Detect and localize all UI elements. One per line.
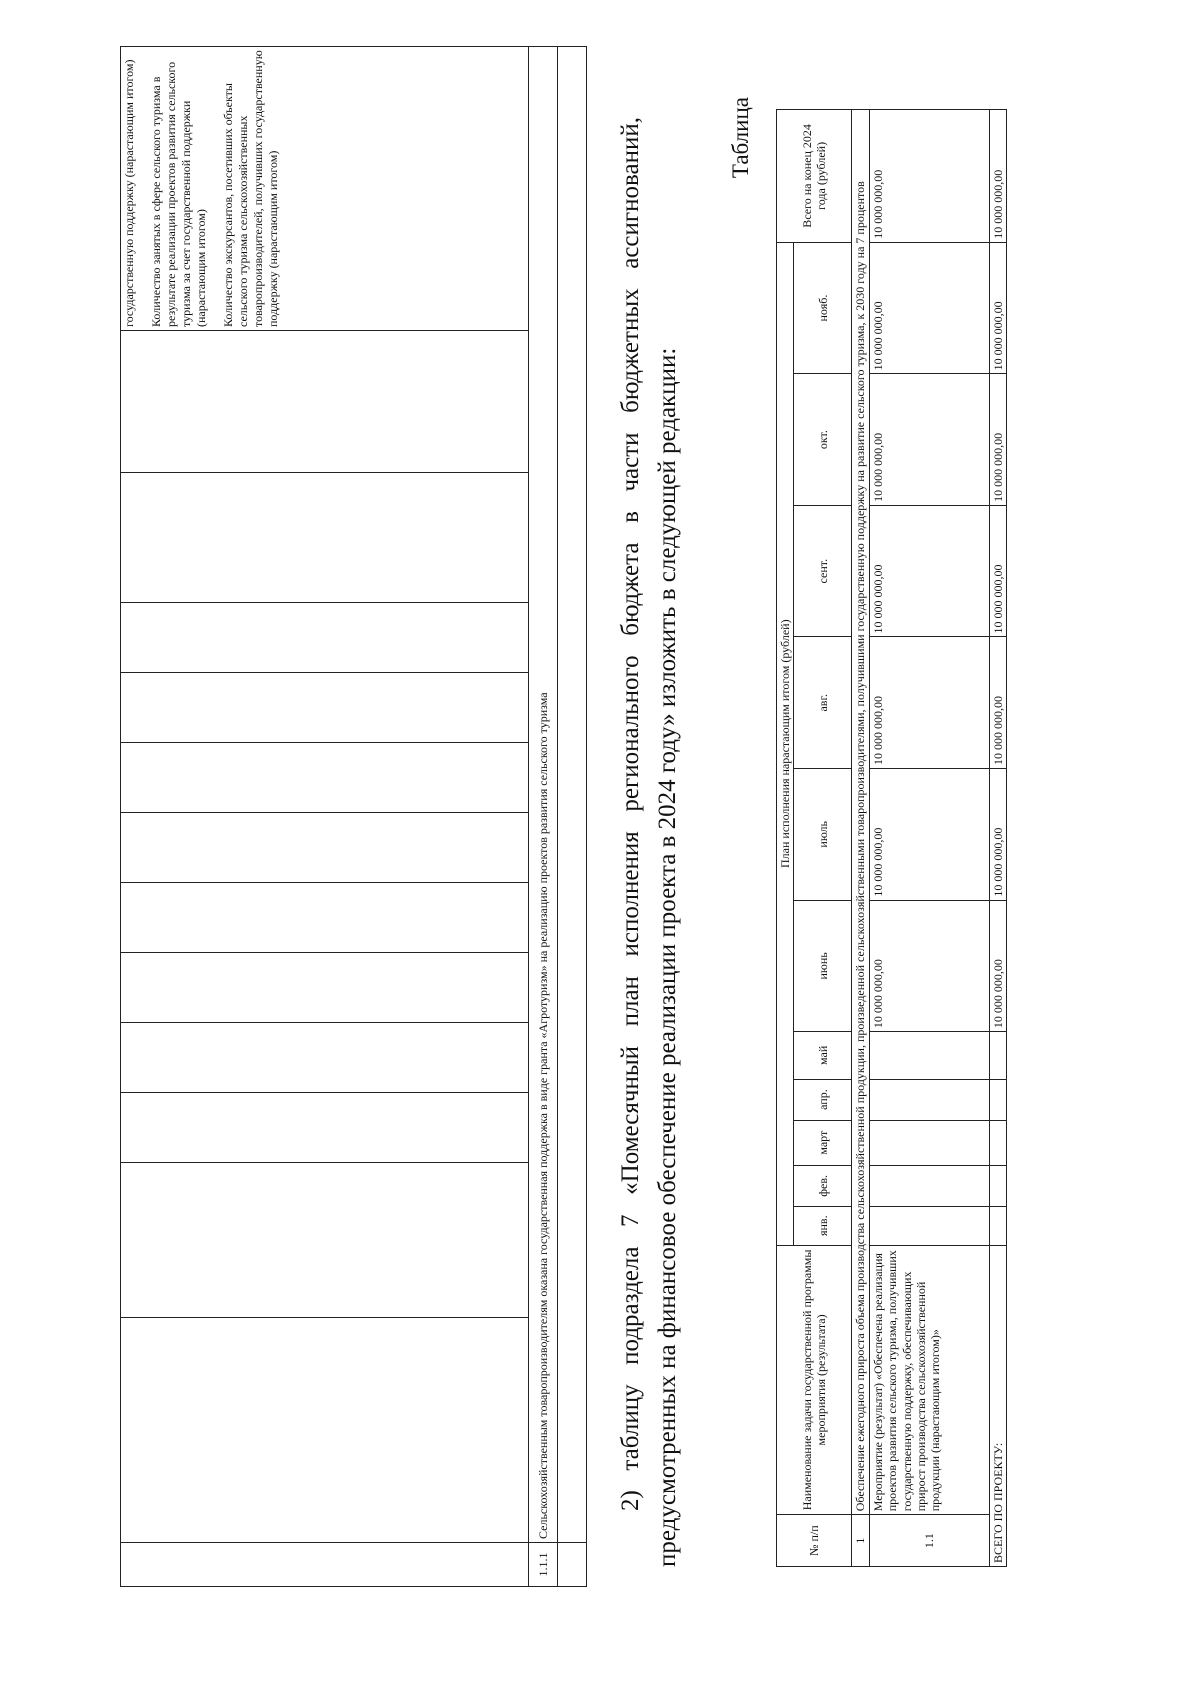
month-value: 10 000 000,00: [869, 242, 989, 374]
month-value: [869, 1032, 989, 1079]
header-month: янв.: [794, 1206, 852, 1245]
event-num: 1.1: [869, 1515, 989, 1567]
upper-cell: [121, 673, 529, 743]
header-total: Всего на конец 2024 года (рублей): [777, 110, 852, 243]
total-label: ВСЕГО ПО ПРОЕКТУ:: [989, 1245, 1006, 1566]
task-text: Обеспечение ежегодного прироста объема производства сельскохозяйственной продукции, произведенной сельскохозяйственными товаропроизводителями, получившими государственную поддержку на развитие сельского туризма, к 2030 году на 7 процентов: [852, 110, 869, 1515]
upper-cell: [121, 813, 529, 883]
month-total: 10 000 000,00: [989, 900, 1006, 1032]
header-month: авг.: [794, 637, 852, 769]
upper-cell: [121, 883, 529, 953]
month-value: [869, 1206, 989, 1245]
total-row: [989, 110, 1006, 1567]
header-month: апр.: [794, 1079, 852, 1120]
upper-cell: [121, 1163, 529, 1318]
event-row: [869, 110, 989, 1567]
month-total: 10 000 000,00: [989, 505, 1006, 637]
upper-cell: [121, 743, 529, 813]
month-total: [989, 1032, 1006, 1079]
total-value: 10 000 000,00: [869, 110, 989, 243]
indicator-text: государственную поддержку (нарастающим итогом): [122, 59, 136, 327]
upper-cell: [121, 473, 529, 603]
month-total: [989, 1165, 1006, 1206]
task-row: [852, 110, 869, 1567]
header-month: июнь: [794, 900, 852, 1032]
upper-cell: [121, 331, 529, 473]
month-value: 10 000 000,00: [869, 637, 989, 769]
month-total: 10 000 000,00: [989, 374, 1006, 506]
month-total: 10 000 000,00: [989, 637, 1006, 769]
indicator-text: Количество экскурсантов, посетивших объекты сельского туризма сельскохозяйственных товаропроизводителей, получивших государственную поддержку (нарастающим итогом): [221, 50, 280, 327]
table-caption: Таблица: [728, 97, 753, 179]
month-total: [989, 1206, 1006, 1245]
indicator-cell: [121, 47, 529, 331]
upper-cell: [121, 953, 529, 1023]
upper-cell: [121, 603, 529, 673]
header-month: май: [794, 1032, 852, 1079]
result-text: Сельскохозяйственным товаропроизводителям оказана государственная поддержка в виде гранта «Агротуризм» на реализацию проектов развития сельского туризма: [529, 47, 558, 1543]
month-value: [869, 1079, 989, 1120]
header-month: фев.: [794, 1165, 852, 1206]
upper-table-result-row: [529, 47, 558, 1587]
upper-cell: [558, 1543, 587, 1587]
header-month: окт.: [794, 374, 852, 506]
upper-cell: [121, 1543, 529, 1587]
month-value: 10 000 000,00: [869, 769, 989, 901]
amendment-text: 2) таблицу подраздела 7 «Помесячный план исполнения регионального бюджета в части бюджетных ассигнований, предусмотренных на финансовое обеспечение реализации проекта в 2024 году» изложить в следующей редакции:: [617, 117, 681, 1567]
upper-cell: [121, 1318, 529, 1543]
upper-cell: [558, 47, 587, 1543]
month-value: [869, 1120, 989, 1165]
task-num: 1: [852, 1515, 869, 1567]
month-value: [869, 1165, 989, 1206]
month-total: 10 000 000,00: [989, 769, 1006, 901]
monthly-plan-table: [776, 109, 1007, 1567]
month-value: 10 000 000,00: [869, 374, 989, 506]
header-num: № п/п: [777, 1515, 852, 1567]
header-month: март: [794, 1120, 852, 1165]
event-name: Мероприятие (результат) «Обеспечена реализация проектов развития сельского туризма, получивших государственную поддержку, обеспечивающих прирост производства сельскохозяйственной продукции (нарастающим итогом)»: [869, 1245, 989, 1515]
header-plan: План исполнения нарастающим итогом (рублей): [777, 242, 794, 1245]
month-total: [989, 1120, 1006, 1165]
header-month: сент.: [794, 505, 852, 637]
indicator-text: Количество занятых в сфере сельского туризма в результате реализации проектов развития сельского туризма за счет государственной поддержки (нарастающим итогом): [149, 61, 208, 327]
upper-table: [120, 46, 587, 1587]
grand-total: 10 000 000,00: [989, 110, 1006, 243]
upper-table-indicator-row: [121, 47, 529, 1587]
header-month: июль: [794, 769, 852, 901]
header-month: нояб.: [794, 242, 852, 374]
month-value: 10 000 000,00: [869, 900, 989, 1032]
month-total: 10 000 000,00: [989, 242, 1006, 374]
row-number: 1.1.1: [529, 1543, 558, 1587]
upper-cell: [121, 1023, 529, 1093]
upper-cell: [121, 1093, 529, 1163]
amendment-paragraph: [612, 117, 686, 1567]
upper-table-empty-row: [558, 47, 587, 1587]
month-total: [989, 1079, 1006, 1120]
month-value: 10 000 000,00: [869, 505, 989, 637]
header-name: Наименование задачи государственной программы мероприятия (результата): [777, 1245, 852, 1515]
header-row-1: [777, 110, 794, 1567]
